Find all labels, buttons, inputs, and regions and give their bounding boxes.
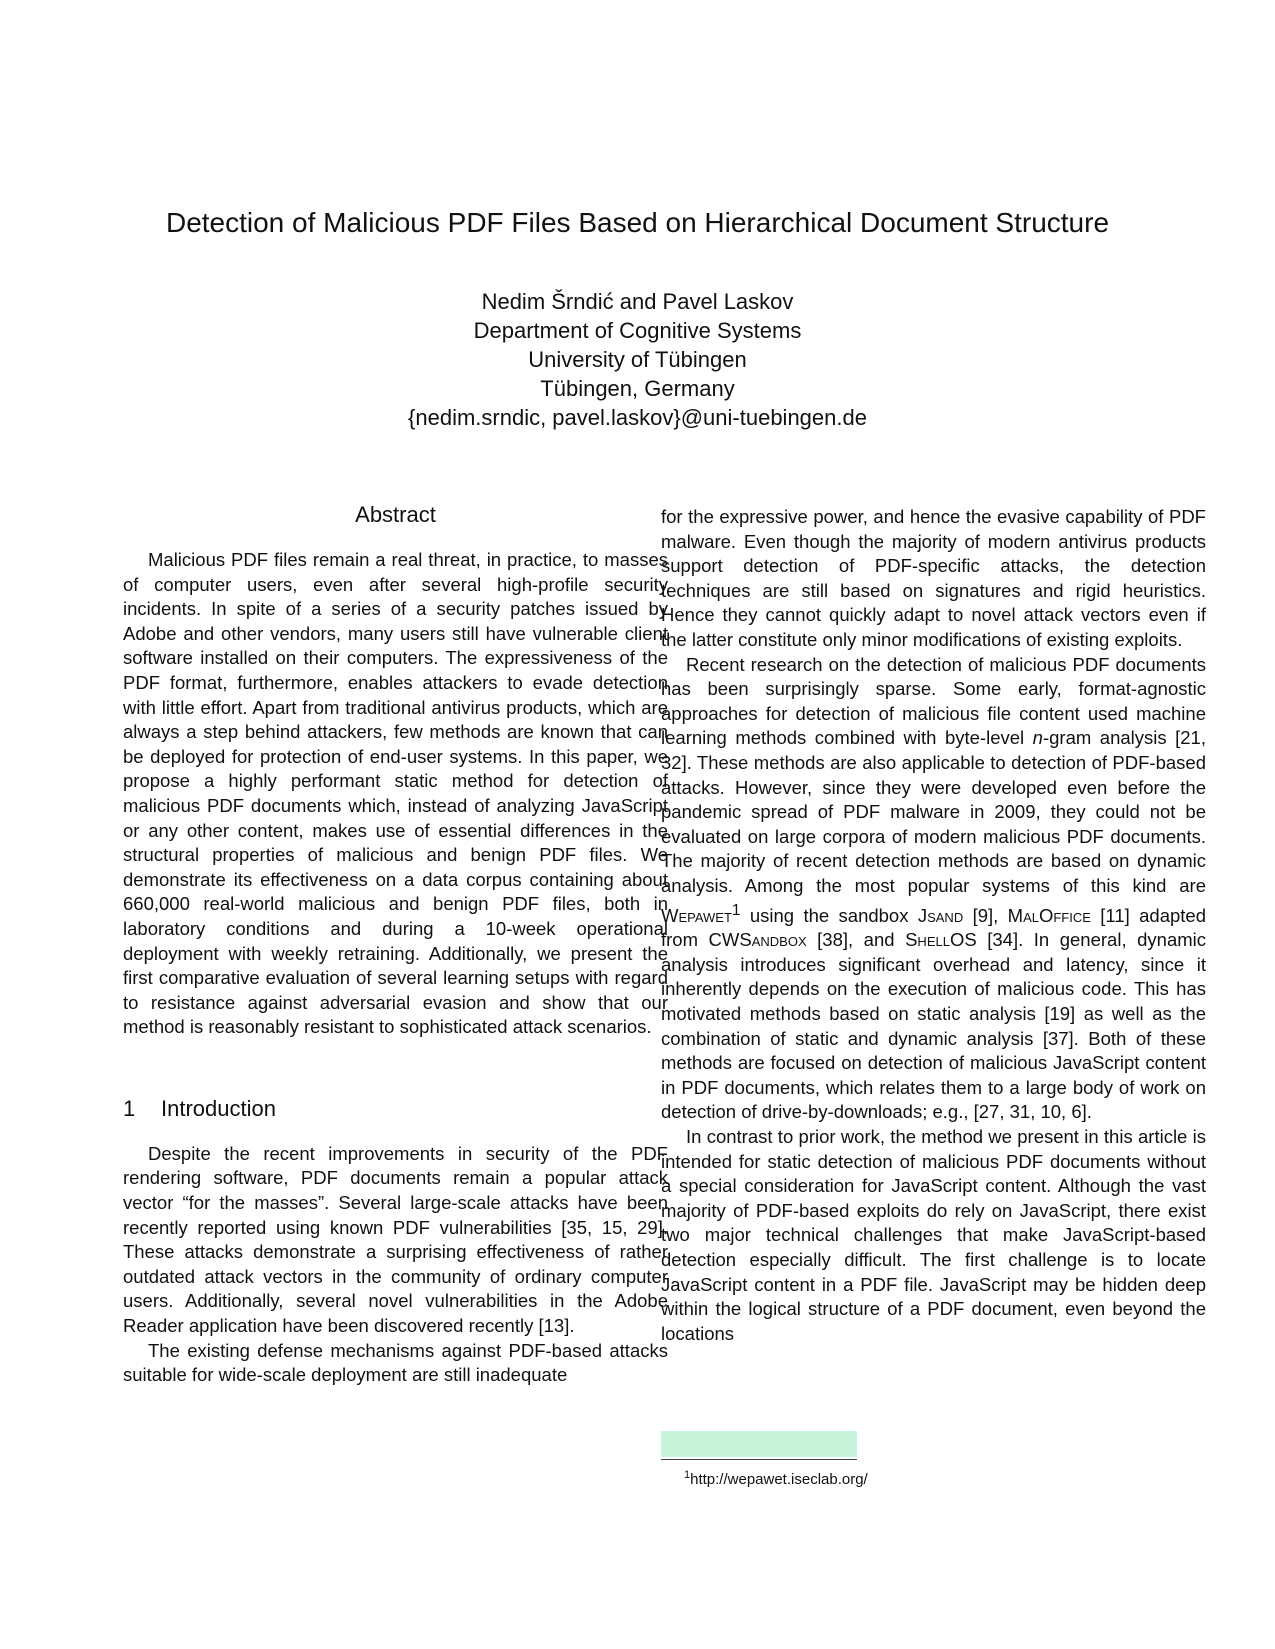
text-run: [11] adapted from [661, 904, 1207, 951]
location: Tübingen, Germany [540, 376, 735, 401]
footnote-marker: 1 [731, 901, 741, 919]
right-column [661, 505, 1206, 1346]
text-run: -gram analysis [21, 32]. These methods are also applicable to detection of PDF-based attacks. However, since they were developed even before the pandemic spread of PDF malware in 2009, they could not be evaluated on large corpora of modern malicious PDF documents. The majority of recent detection methods are based on dynamic analysis. Among the most popular systems of this kind are [661, 727, 1206, 896]
text-run: Recent research on the detection of malicious PDF documents has been surprisingly sparse. Some early, format-agnostic approaches for detection of malicious file content used machine learning methods combined with byte-level [661, 653, 1206, 749]
right-paragraph-1: for the expressive power, and hence the evasive capability of PDF malware. Even though the majority of modern antivirus products support detection of PDF-specific attacks, the detection techniques are still based on signatures and rigid heuristics. Hence they cannot quickly adapt to novel attack vectors even if the latter constitute only minor modifications of existing exploits. [661, 506, 1206, 650]
system-name-jsand: Jsand [917, 904, 964, 926]
right-paragraph-2 [661, 653, 1206, 1125]
intro-paragraph-2: The existing defense mechanisms against PDF-based attacks suitable for wide-scale deployment are still inadequate [123, 1339, 668, 1386]
footnote-url[interactable]: http://wepawet.iseclab.org/ [690, 1471, 868, 1488]
text-run: [38], and [806, 929, 906, 951]
university: University of Tübingen [528, 347, 747, 372]
system-name-cwsandbox: CWSandbox [708, 929, 807, 951]
footnote [684, 1465, 868, 1490]
system-name-wepawet: Wepawet [661, 904, 732, 926]
text-run: [34]. In general, dynamic analysis introduces significant overhead and latency, since it inherently depends on the execution of malicious code. This has motivated methods based on static analysis [19] as well as the combination of static and dynamic analysis [37]. Both of these methods are focused on detection of malicious JavaScript content in PDF documents, which relates them to a large body of work on detection of drive-by-downloads; e.g., [27, 31, 10, 6]. [661, 929, 1207, 1123]
math-n: n [1032, 727, 1043, 749]
abstract-heading: Abstract [355, 502, 436, 527]
department: Department of Cognitive Systems [473, 318, 802, 343]
author-names: Nedim Šrndić and Pavel Laskov [481, 289, 794, 314]
footnote-rule [661, 1459, 857, 1460]
system-name-maloffice: MalOffice [1007, 904, 1091, 926]
email: {nedim.srndic, pavel.laskov}@uni-tuebingen.de [408, 405, 867, 430]
author-block [0, 287, 1275, 432]
footnote-highlight [661, 1431, 857, 1457]
system-name-shellos: ShellOS [905, 929, 977, 951]
section-heading-introduction [123, 1096, 668, 1122]
left-column [123, 502, 668, 1388]
section-number: 1 [123, 1095, 136, 1121]
paper-title: Detection of Malicious PDF Files Based on Hierarchical Document Structure [165, 207, 1110, 238]
text-run: using the sandbox [740, 904, 918, 926]
right-paragraph-3: In contrast to prior work, the method we present in this article is intended for static detection of malicious PDF documents without a special consideration for JavaScript content. Although the vast majority of PDF-based exploits do rely on JavaScript, there exist two major technical challenges that make JavaScript-based detection especially difficult. The first challenge is to locate JavaScript content in a PDF file. JavaScript may be hidden deep within the logical structure of a PDF document, even beyond the locations [661, 1126, 1206, 1344]
section-title: Introduction [161, 1095, 276, 1121]
intro-paragraph-1: Despite the recent improvements in security of the PDF rendering software, PDF documents remain a popular attack vector “for the masses”. Several large-scale attacks have been recently reported using known PDF vulnerabilities [35, 15, 29]. These attacks demonstrate a surprising effectiveness of rather outdated attack vectors in the community of ordinary computer users. Additionally, several novel vulnerabilities in the Adobe Reader application have been discovered recently [13]. [123, 1142, 668, 1337]
footnote-mark: 1 [684, 1469, 691, 1481]
text-run: [9], [963, 904, 1008, 926]
abstract-text: Malicious PDF files remain a real threat, in practice, to masses of computer users, even after several high-profile security incidents. In spite of a series of a security patches issued by Adobe and other vendors, many users still have vulnerable client software installed on their computers. The expressiveness of the PDF format, furthermore, enables attackers to evade detection with little effort. Apart from traditional antivirus products, which are always a step behind attackers, few methods are known that can be deployed for protection of end-user systems. In this paper, we propose a highly performant static method for detection of malicious PDF documents which, instead of analyzing JavaScript or any other content, makes use of essential differences in the structural properties of malicious and benign PDF files. We demonstrate its effectiveness on a data corpus containing about 660,000 real-world malicious and benign PDF files, both in laboratory conditions and during a 10-week operational deployment with weekly retraining. Additionally, we present the first comparative evaluation of several learning setups with regard to resistance against adversarial evasion and show that our method is reasonably resistant to sophisticated attack scenarios. [123, 549, 668, 1038]
